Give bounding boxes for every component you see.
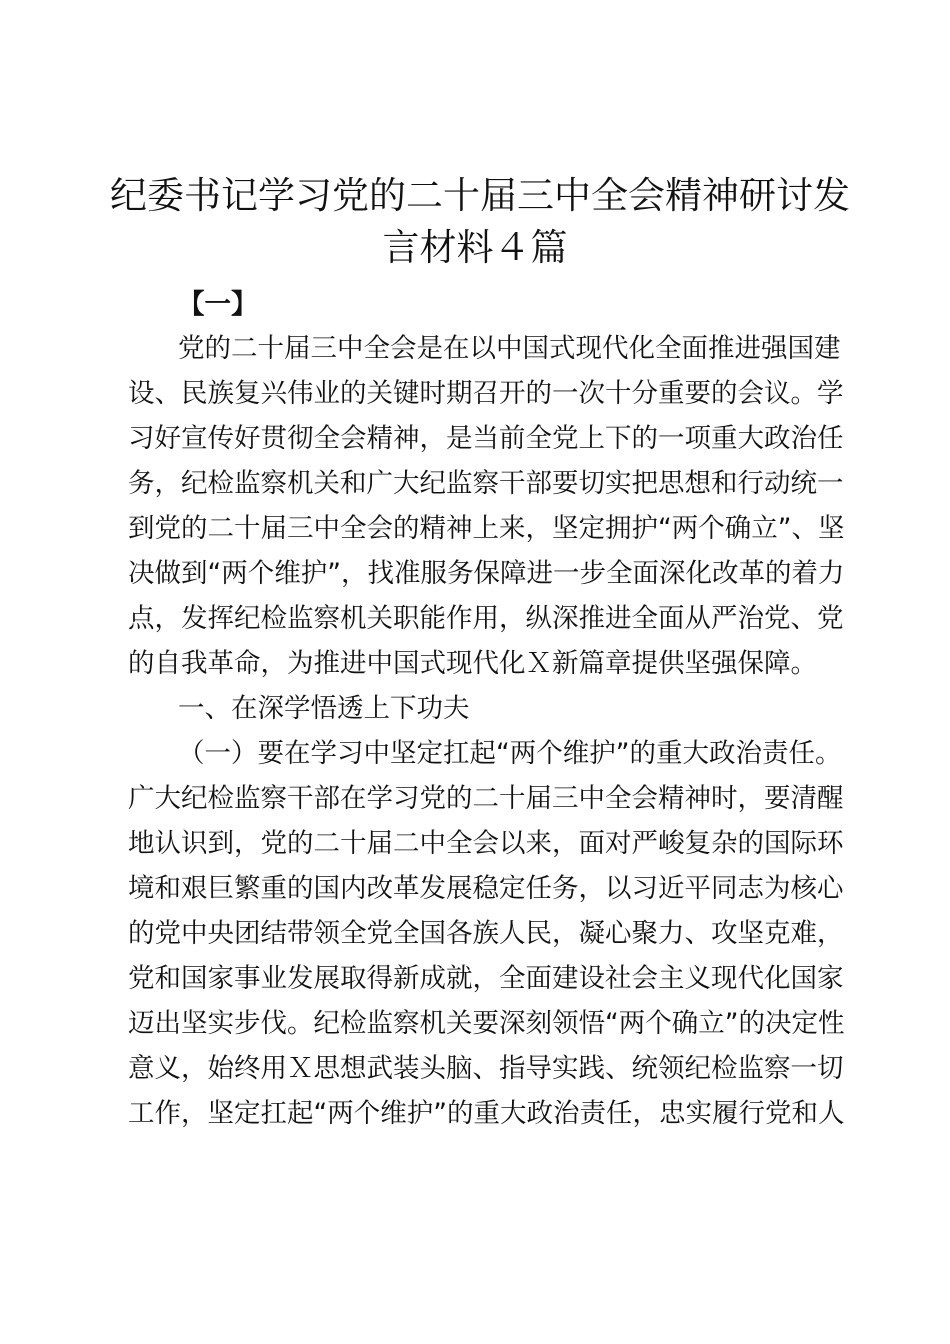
paragraph-line: 的自我革命，为推进中国式现代化Ｘ新篇章提供坚强保障。 bbox=[128, 648, 817, 679]
paragraph-line: 决做到“两个维护”，找准服务保障进一步全面深化改革的着力 bbox=[128, 558, 845, 589]
paragraph-line: 广大纪检监察干部在学习党的二十届三中全会精神时，要清醒 bbox=[128, 783, 844, 814]
document-title-line-1: 纪委书记学习党的二十届三中全会精神研讨发 bbox=[110, 174, 850, 217]
section-heading: 一、在深学悟透上下功夫 bbox=[178, 693, 470, 724]
paragraph-line: 的党中央团结带领全党全国各族人民，凝心聚力、攻坚克难， bbox=[128, 918, 844, 949]
paragraph-line: 党和国家事业发展取得新成就，全面建设社会主义现代化国家 bbox=[128, 963, 844, 994]
paragraph-line: 点，发挥纪检监察机关职能作用，纵深推进全面从严治党、党 bbox=[128, 603, 844, 634]
paragraph-line: 地认识到，党的二十届二中全会以来，面对严峻复杂的国际环 bbox=[128, 828, 844, 859]
paragraph-line: 迈出坚实步伐。纪检监察机关要深刻领悟“两个确立”的决定性 bbox=[128, 1008, 845, 1039]
paragraph-line: 工作，坚定扛起“两个维护”的重大政治责任，忠实履行党和人 bbox=[128, 1098, 845, 1129]
paragraph-line: 务，纪检监察机关和广大纪监察干部要切实把思想和行动统一 bbox=[128, 468, 844, 499]
paragraph-line: 到党的二十届三中全会的精神上来，坚定拥护“两个确立”、坚 bbox=[128, 513, 845, 544]
paragraph-line: （一）要在学习中坚定扛起“两个维护”的重大政治责任。 bbox=[178, 738, 842, 769]
paragraph-line: 境和艰巨繁重的国内改革发展稳定任务，以习近平同志为核心 bbox=[128, 873, 844, 904]
section-marker: 【一】 bbox=[178, 289, 258, 320]
paragraph-line: 党的二十届三中全会是在以中国式现代化全面推进强国建 bbox=[178, 333, 841, 364]
paragraph-line: 习好宣传好贯彻全会精神，是当前全党上下的一项重大政治任 bbox=[128, 423, 844, 454]
document-title-line-2: 言材料４篇 bbox=[382, 226, 568, 269]
paragraph-line: 意义，始终用Ｘ思想武装头脑、指导实践、统领纪检监察一切 bbox=[128, 1053, 844, 1084]
paragraph-line: 设、民族复兴伟业的关键时期召开的一次十分重要的会议。学 bbox=[128, 378, 844, 409]
